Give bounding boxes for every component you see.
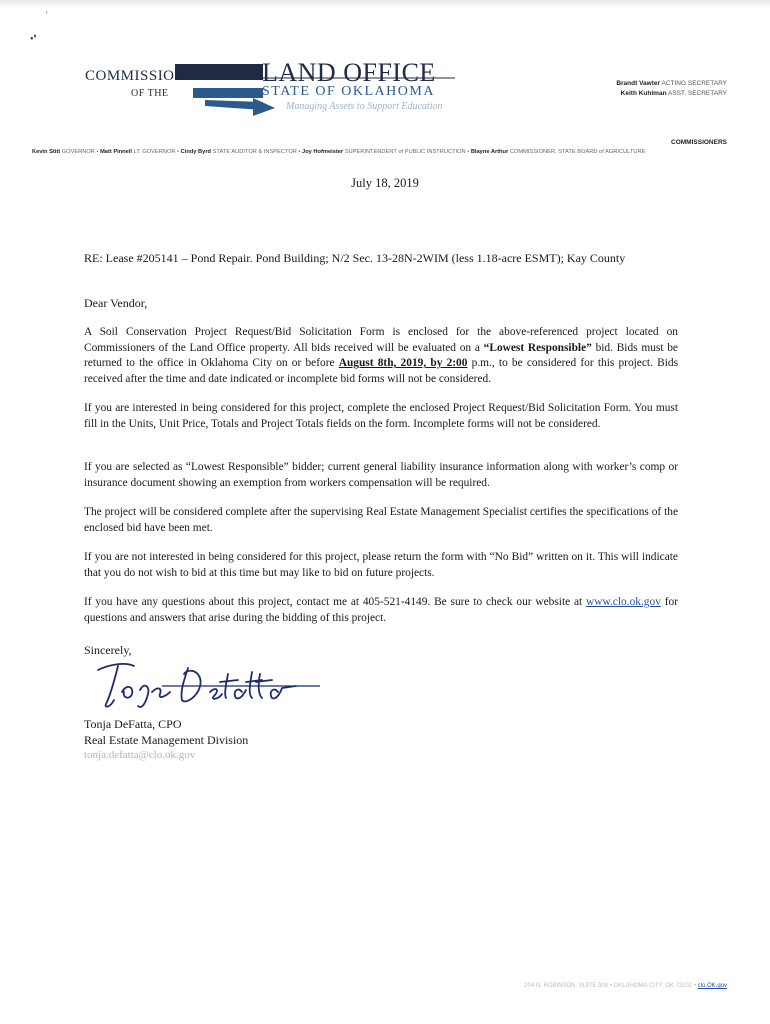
scan-mark: ′	[46, 10, 48, 19]
secretary-name: Brandt Vawter	[616, 80, 661, 87]
footer-address	[524, 983, 727, 989]
signer-email: tonja.defatta@clo.ok.gov	[84, 749, 196, 761]
commissioner-name: Matt Pinnell	[100, 149, 132, 155]
signature-stroke	[98, 664, 170, 707]
commissioner-title: COMMISSIONER, STATE BOARD of AGRICULTURE	[509, 149, 646, 155]
lowest-responsible-emphasis: “Lowest Responsible”	[483, 341, 592, 354]
logo-of-the-text: OF THE	[131, 88, 169, 99]
commissioner-name: Blayne Arthur	[470, 149, 509, 155]
paragraph-text: A Soil Conservation Project Request/Bid Solicitation Form is enclosed for the above-referenced project located on Commissioners of the Land Office property. All bids received will be evaluated on a	[84, 326, 678, 354]
commissioner-name: Kevin Stitt	[32, 149, 61, 155]
deadline-emphasis: August 8th, 2019, by 2:00	[338, 357, 468, 369]
signer-division: Real Estate Management Division	[84, 733, 249, 747]
commissioner-title: SUPERINTENDENT of PUBLIC INSTRUCTION	[344, 149, 466, 155]
logo-arrow-tip	[253, 98, 275, 116]
secretary-title: ACTING SECRETARY	[661, 80, 727, 87]
subject-line: RE: Lease #205141 – Pond Repair. Pond Building; N/2 Sec. 13-28N-2WIM (less 1.18-acre ESMT); Kay County	[84, 251, 626, 265]
closing: Sincerely,	[84, 643, 132, 657]
asst-secretary-title: ASST. SECRETARY	[668, 90, 727, 97]
paragraph-interest: If you are interested in being considered for this project, complete the enclosed Project Request/Bid Solicitation Form. You must fill in the Units, Unit Price, Totals and Project Totals fields on the form. Incomplete forms will not be considered.	[84, 402, 678, 430]
commissioners-label: COMMISSIONERS	[671, 139, 727, 146]
paragraph-no-bid: If you are not interested in being considered for this project, please return the form with “No Bid” written on it. This will indicate that you do not wish to bid at this time but may like to bid on future projects.	[84, 551, 678, 579]
paragraph-insurance: If you are selected as “Lowest Responsible” bidder; current general liability insurance information along with worker’s comp or insurance document showing an exemption from workers compensation will be required.	[84, 461, 678, 489]
commissioner-name: Joy Hofmeister	[302, 149, 344, 155]
paragraph-bid-solicitation	[84, 325, 678, 387]
logo-commissioners-text: COMMISSIONERS	[85, 68, 215, 84]
scan-mark: •❜	[30, 34, 37, 45]
commissioner-title: LT. GOVERNOR	[133, 149, 176, 155]
handwritten-signature	[92, 652, 322, 712]
footer-address-text: 204 N. ROBINSON, SUITE 900 • OKLAHOMA CITY, OK 73102 •	[524, 983, 696, 989]
paragraph-completion: The project will be considered complete after the supervising Real Estate Management Specialist certifies the specifications of the enclosed bid have been met.	[84, 506, 678, 534]
commissioners-list: Kevin Stitt GOVERNOR • Matt Pinnell LT. GOVERNOR • Cindy Byrd STATE AUDITOR & INSPECTOR • Joy Hofmeister SUPERINTENDENT of PUBLIC INSTRUCTION • Blayne Arthur COMMISSIONER, STATE BOARD of AGRICULTURE	[32, 149, 646, 155]
signature-stroke	[181, 668, 296, 701]
paragraph-contact	[84, 595, 678, 626]
logo-bar-blue	[193, 88, 263, 98]
signer-name: Tonja DeFatta, CPO	[84, 717, 182, 731]
letter-date: July 18, 2019	[351, 176, 419, 190]
paragraph-text: If you have any questions about this project, contact me at 405-521-4149. Be sure to check our website at	[84, 596, 587, 608]
website-link[interactable]: www.clo.ok.gov	[586, 596, 661, 608]
commissioner-title: GOVERNOR	[61, 149, 95, 155]
logo-tagline: Managing Assets to Support Education	[286, 101, 443, 112]
paragraph-text: bid. Bids must be returned to the office in Oklahoma City on or before	[84, 341, 678, 369]
footer-website-link[interactable]: clo.OK.gov	[697, 983, 727, 989]
asst-secretary-name: Keith Kuhlman	[620, 90, 667, 97]
logo-land-office-text: LAND OFFICE	[262, 58, 436, 87]
page-top-edge	[0, 0, 770, 8]
logo-state-text: STATE OF OKLAHOMA	[262, 84, 435, 99]
commissioner-title: STATE AUDITOR & INSPECTOR	[212, 149, 297, 155]
secretary-block	[616, 79, 727, 99]
paragraph-text: p.m., to be considered for this project. Bids received after the time and date indicated or incomplete bid forms will not be considered.	[84, 357, 678, 385]
greeting: Dear Vendor,	[84, 296, 148, 310]
commissioner-name: Cindy Byrd	[180, 149, 212, 155]
paragraph-text: for questions and answers that arise during the bidding of this project.	[84, 596, 678, 624]
